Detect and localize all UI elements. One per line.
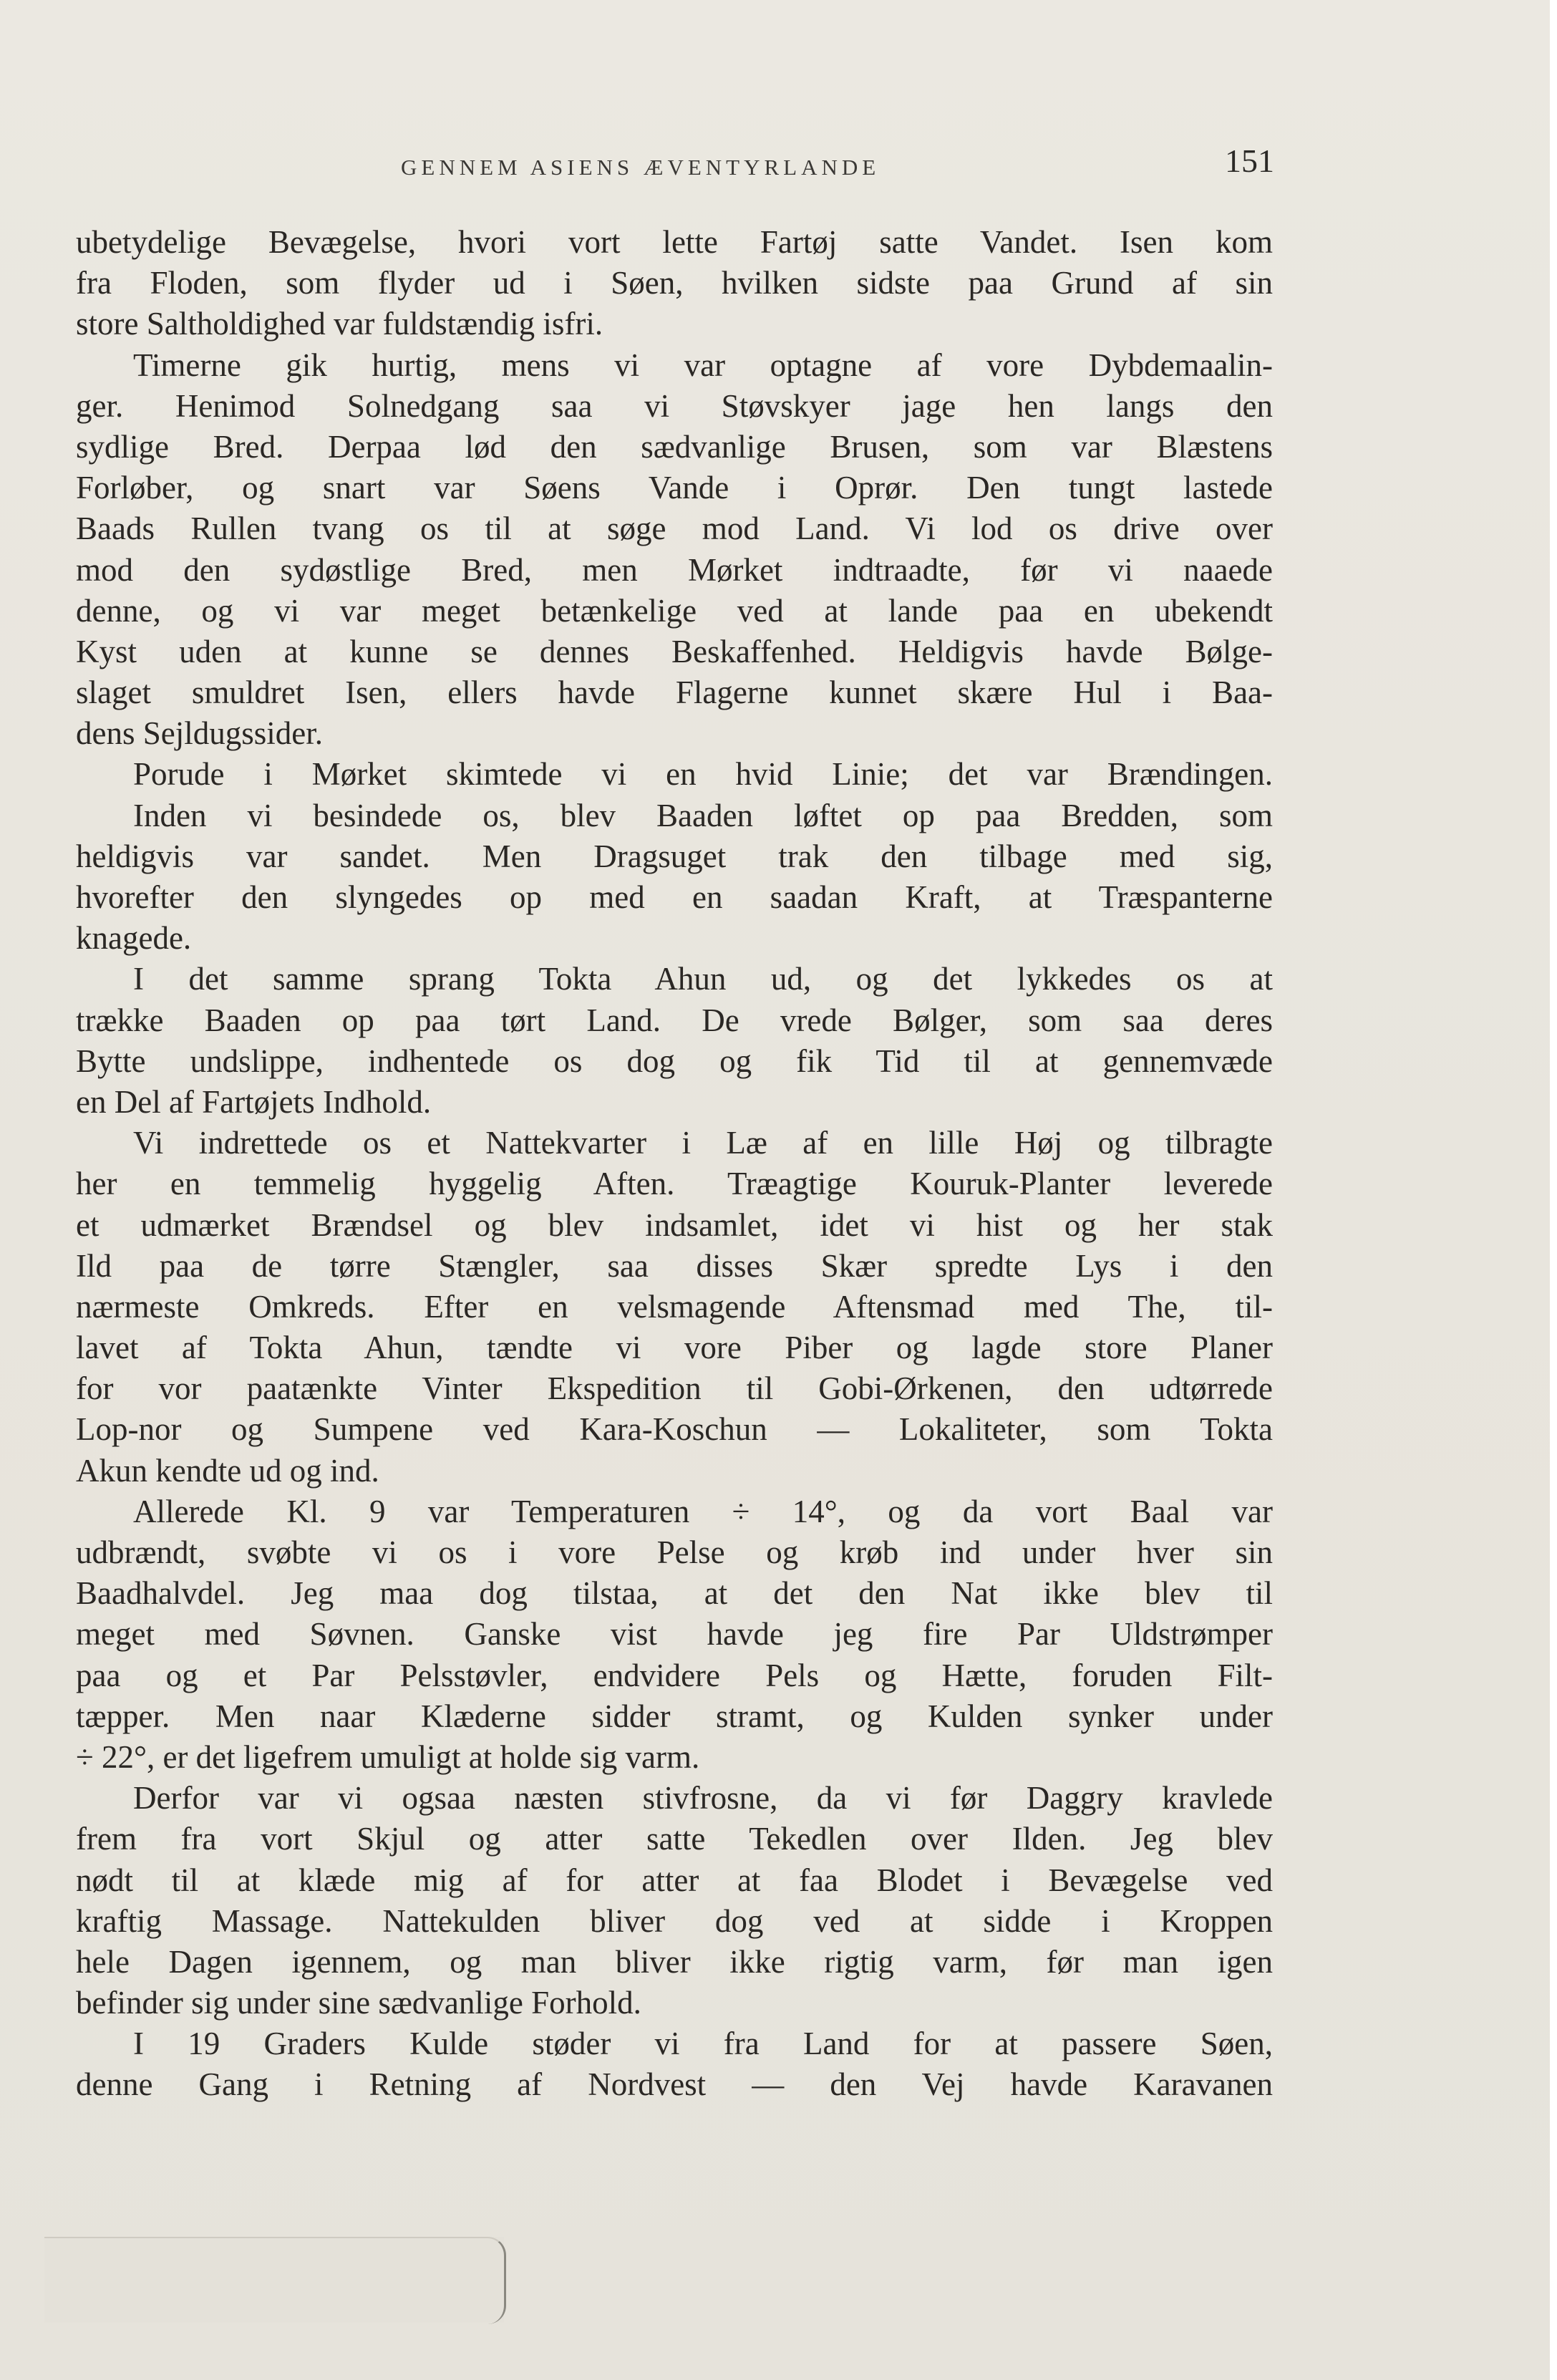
text-line: Bytte undslippe, indhentede os dog og fik Tid til at gennemvæde: [76, 1043, 1273, 1079]
text-line: Vi indrettede os et Nattekvarter i Læ af en lille Høj og tilbragte: [133, 1125, 1273, 1161]
text-line: denne, og vi var meget betænkelige ved at lande paa en ubekendt: [76, 592, 1273, 629]
text-line: lavet af Tokta Ahun, tændte vi vore Piber og lagde store Planer: [76, 1330, 1273, 1366]
text-line: nødt til at klæde mig af for atter at faa Blodet i Bevægelse ved: [76, 1862, 1273, 1898]
text-line: I 19 Graders Kulde støder vi fra Land for at passere Søen,: [133, 2026, 1273, 2062]
text-line: slaget smuldret Isen, ellers havde Flagerne kunnet skære Hul i Baa-: [76, 674, 1273, 711]
text-line: dens Sejldugssider.: [76, 715, 323, 752]
text-line: fra Floden, som flyder ud i Søen, hvilken sidste paa Grund af sin: [76, 265, 1273, 301]
text-line: Ild paa de tørre Stængler, saa disses Skær spredte Lys i den: [76, 1247, 1273, 1284]
text-line: knagede.: [76, 920, 192, 957]
text-line: store Saltholdighed var fuldstændig isfri.: [76, 306, 603, 342]
text-line: ÷ 22°, er det ligefrem umuligt at holde sig varm.: [76, 1738, 700, 1775]
text-line: denne Gang i Retning af Nordvest — den Vej havde Karavanen: [76, 2066, 1273, 2103]
text-line: I det samme sprang Tokta Ahun ud, og det lykkedes os at: [133, 961, 1273, 997]
text-line: sydlige Bred. Derpaa lød den sædvanlige Brusen, som var Blæstens: [76, 428, 1273, 465]
text-line: Kyst uden at kunne se dennes Beskaffenhed. Heldigvis havde Bølge-: [76, 633, 1273, 669]
scan-bracket-mark: [44, 2237, 506, 2324]
text-line: paa og et Par Pelsstøvler, endvidere Pels og Hætte, foruden Filt-: [76, 1657, 1273, 1693]
text-line: Allerede Kl. 9 var Temperaturen ÷ 14°, og da vort Baal var: [133, 1493, 1273, 1529]
text-line: tæpper. Men naar Klæderne sidder stramt, og Kulden synker under: [76, 1698, 1273, 1734]
text-line: hvorefter den slyngedes op med en saadan Kraft, at Træspanterne: [76, 879, 1273, 915]
text-line: frem fra vort Skjul og atter satte Tekedlen over Ilden. Jeg blev: [76, 1821, 1273, 1857]
text-line: Inden vi besindede os, blev Baaden løftet op paa Bredden, som: [133, 797, 1273, 833]
page-edge: [1550, 0, 1557, 2380]
text-line: Derfor var vi ogsaa næsten stivfrosne, da vi før Daggry kravlede: [133, 1780, 1273, 1817]
text-line: ubetydelige Bevægelse, hvori vort lette Fartøj satte Vandet. Isen kom: [76, 224, 1273, 260]
text-line: udbrændt, svøbte vi os i vore Pelse og krøb ind under hver sin: [76, 1534, 1273, 1570]
text-line: befinder sig under sine sædvanlige Forhold.: [76, 1985, 641, 2021]
text-line: Baads Rullen tvang os til at søge mod Land. Vi lod os drive over: [76, 511, 1273, 547]
text-line: hele Dagen igennem, og man bliver ikke rigtig varm, før man igen: [76, 1943, 1273, 1980]
text-line: et udmærket Brændsel og blev indsamlet, idet vi hist og her stak: [76, 1206, 1273, 1243]
text-line: her en temmelig hyggelig Aften. Træagtige Kouruk-Planter leverede: [76, 1166, 1273, 1202]
text-line: for vor paatænkte Vinter Ekspedition til Gobi-Ørkenen, den udtørrede: [76, 1370, 1273, 1407]
text-line: Akun kendte ud og ind.: [76, 1452, 379, 1489]
text-line: Porude i Mørket skimtede vi en hvid Linie; det var Brændingen.: [133, 756, 1273, 793]
text-line: Timerne gik hurtig, mens vi var optagne af vore Dybdemaalin-: [133, 347, 1273, 383]
text-line: kraftig Massage. Nattekulden bliver dog ved at sidde i Kroppen: [76, 1902, 1273, 1939]
text-line: nærmeste Omkreds. Efter en velsmagende Aftensmad med The, til-: [76, 1288, 1273, 1325]
text-line: Forløber, og snart var Søens Vande i Oprør. Den tungt lastede: [76, 470, 1273, 506]
text-line: en Del af Fartøjets Indhold.: [76, 1083, 432, 1120]
text-line: meget med Søvnen. Ganske vist havde jeg fire Par Uldstrømper: [76, 1616, 1273, 1653]
text-line: Lop-nor og Sumpene ved Kara-Koschun — Lokaliteter, som Tokta: [76, 1411, 1273, 1448]
text-line: mod den sydøstlige Bred, men Mørket indtraadte, før vi naaede: [76, 551, 1273, 588]
body-text: [76, 222, 1273, 2106]
text-line: ger. Henimod Solnedgang saa vi Støvskyer jage hen langs den: [76, 387, 1273, 424]
text-line: heldigvis var sandet. Men Dragsuget trak den tilbage med sig,: [76, 838, 1273, 874]
text-line: Baadhalvdel. Jeg maa dog tilstaa, at det den Nat ikke blev til: [76, 1575, 1273, 1612]
text-line: trække Baaden op paa tørt Land. De vrede Bølger, som saa deres: [76, 1002, 1273, 1038]
page-number: 151: [1225, 142, 1274, 179]
page-header: [401, 142, 1274, 185]
running-title: GENNEM ASIENS ÆVENTYRLANDE: [401, 155, 881, 180]
